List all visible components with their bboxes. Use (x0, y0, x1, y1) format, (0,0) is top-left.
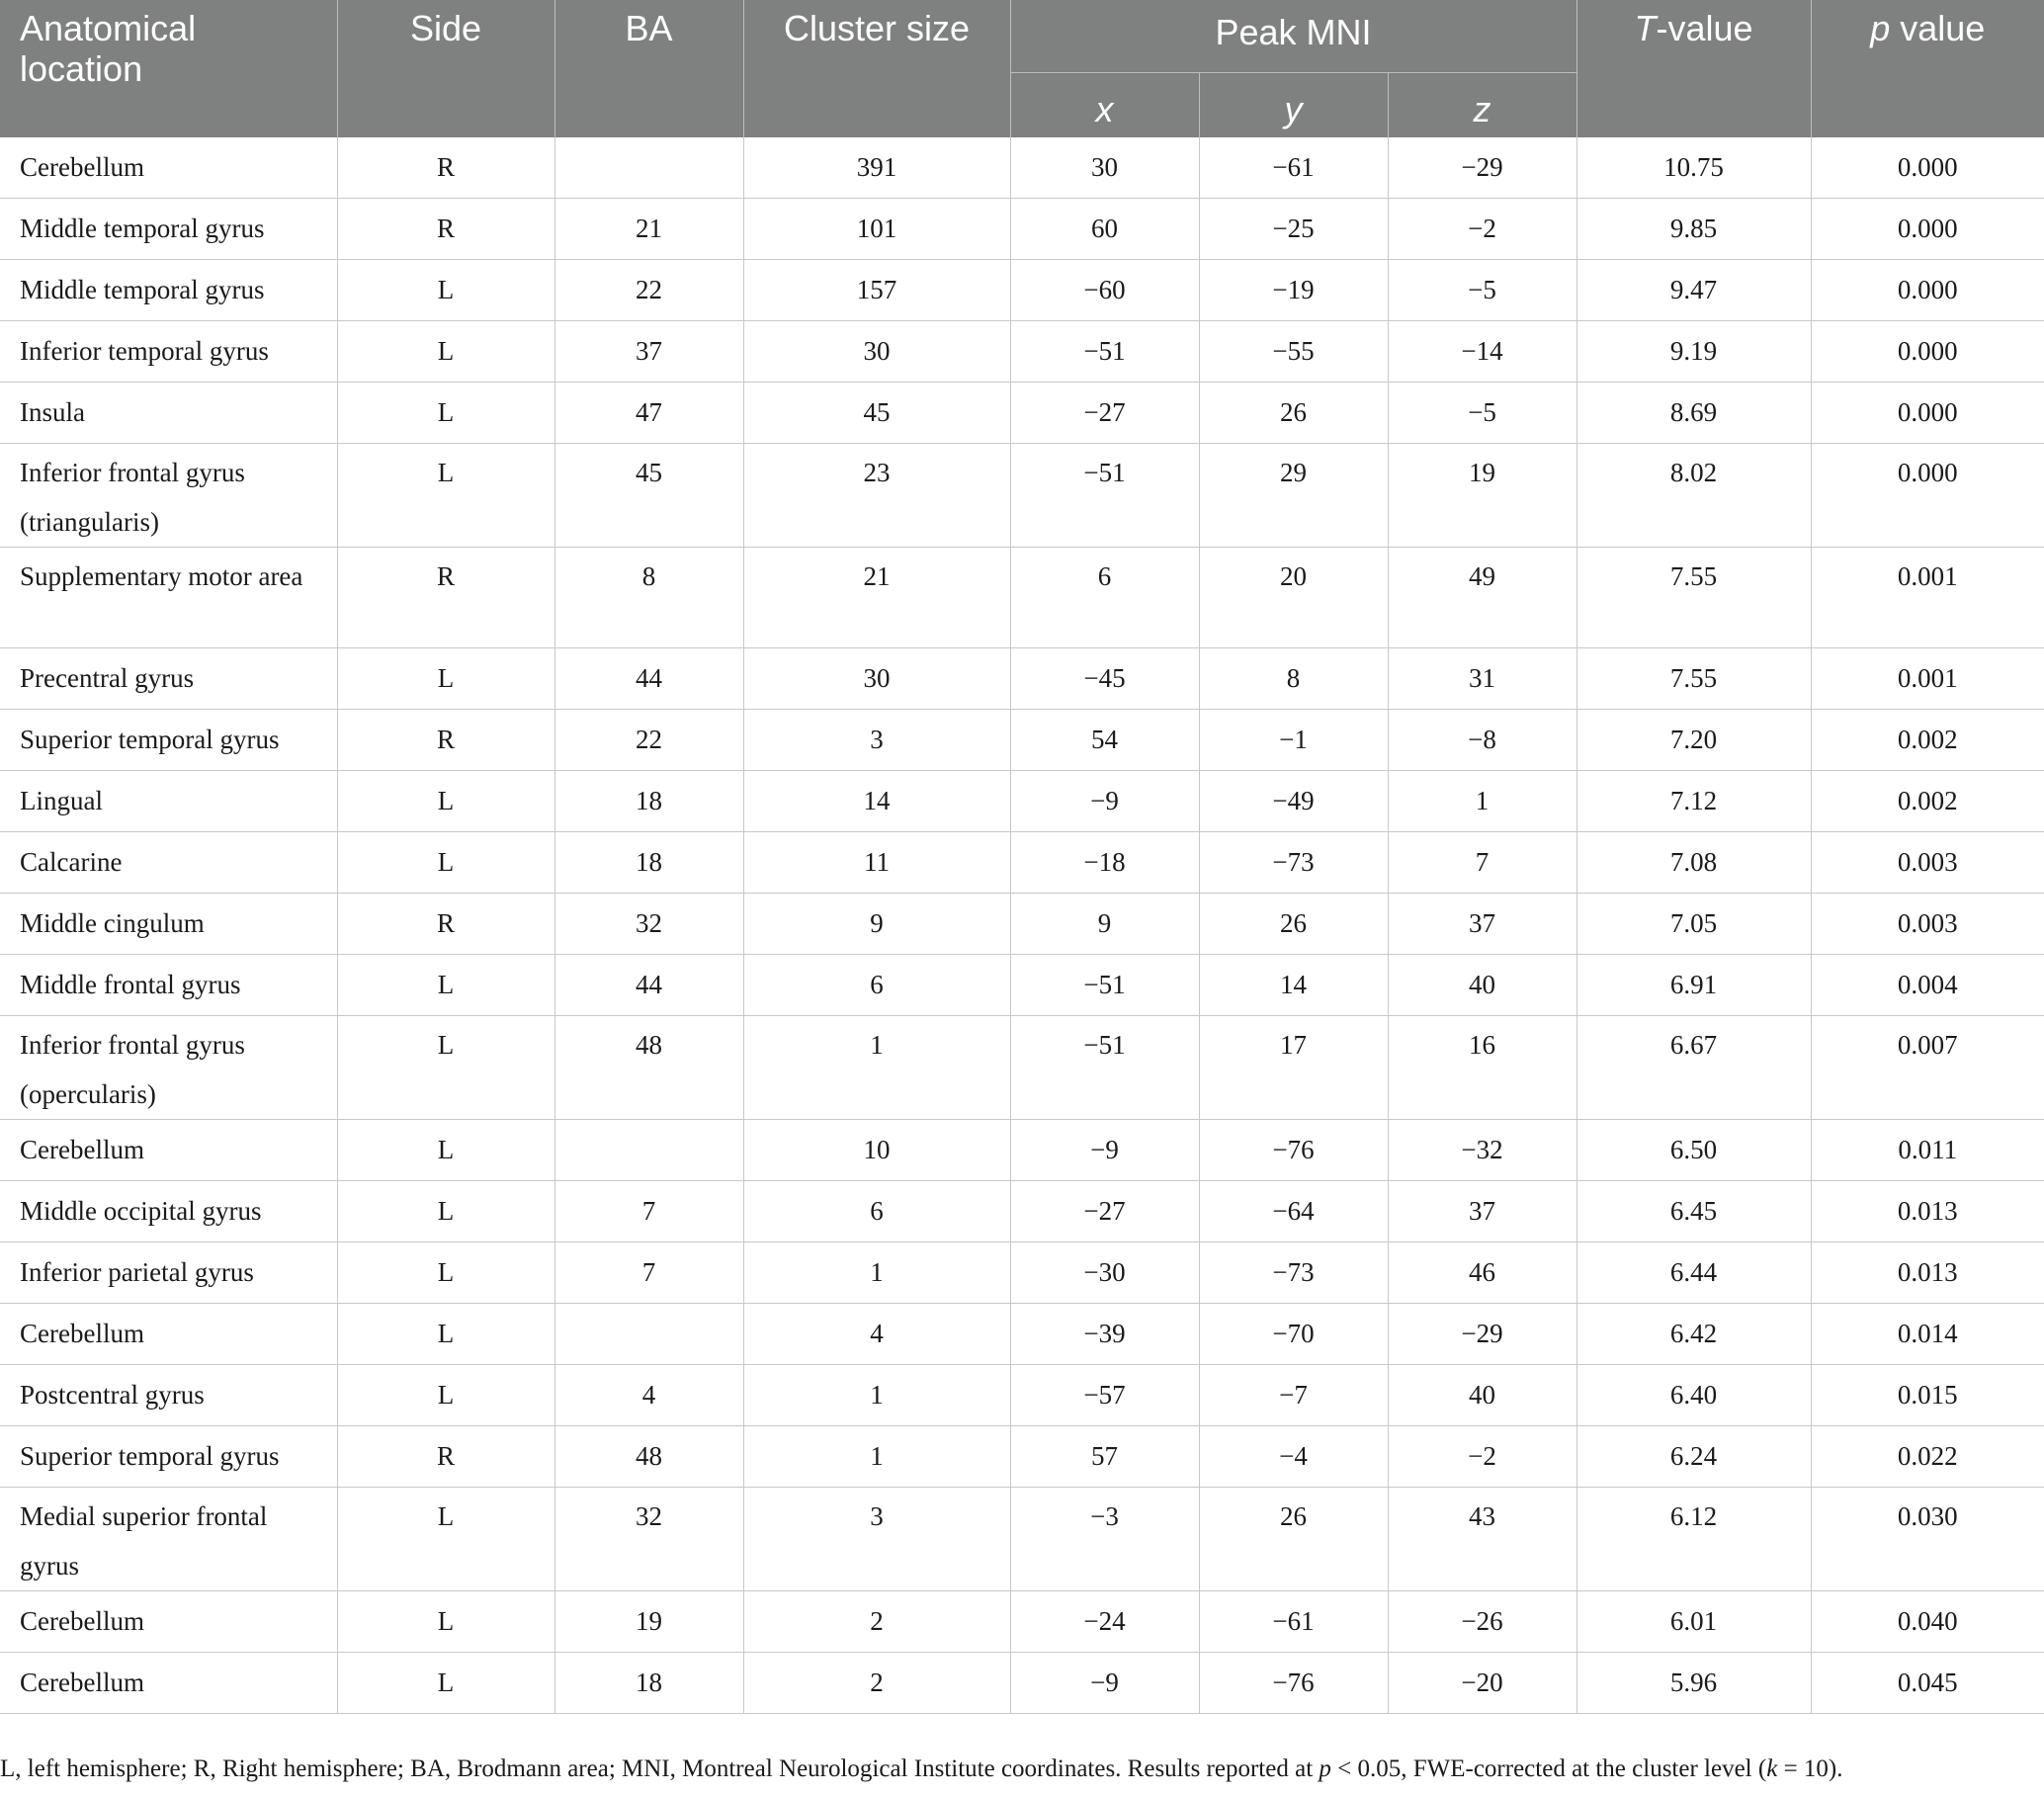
cell-location: Cerebellum (0, 137, 337, 199)
cell-t-value: 6.40 (1576, 1365, 1811, 1426)
cell-y: −49 (1199, 771, 1388, 832)
cell-side: L (337, 321, 554, 383)
cell-x: −24 (1010, 1591, 1199, 1653)
cell-location: Cerebellum (0, 1120, 337, 1181)
cell-ba: 32 (554, 1488, 743, 1591)
footnote-k-symbol: k (1766, 1755, 1778, 1782)
cell-y: −76 (1199, 1653, 1388, 1714)
cell-x: −60 (1010, 260, 1199, 321)
cell-x: 6 (1010, 548, 1199, 648)
cell-p-value: 0.040 (1811, 1591, 2044, 1653)
cell-y: −70 (1199, 1304, 1388, 1365)
cell-location: Medial superior frontal gyrus (0, 1488, 337, 1591)
cell-z: −32 (1388, 1120, 1576, 1181)
cell-z: −29 (1388, 137, 1576, 199)
cell-y: −19 (1199, 260, 1388, 321)
cell-z: −8 (1388, 710, 1576, 771)
cell-location: Inferior parietal gyrus (0, 1242, 337, 1304)
cell-ba: 22 (554, 260, 743, 321)
cell-ba (554, 137, 743, 199)
cell-y: −4 (1199, 1426, 1388, 1488)
cell-cluster-size: 30 (743, 648, 1010, 710)
cell-ba: 37 (554, 321, 743, 383)
cell-p-value: 0.002 (1811, 771, 2044, 832)
cell-x: −51 (1010, 321, 1199, 383)
cell-cluster-size: 6 (743, 955, 1010, 1016)
cell-t-value: 6.12 (1576, 1488, 1811, 1591)
cell-z: 7 (1388, 832, 1576, 894)
cell-side: L (337, 1016, 554, 1120)
cell-side: L (337, 444, 554, 548)
cell-x: −51 (1010, 1016, 1199, 1120)
cell-cluster-size: 30 (743, 321, 1010, 383)
cell-side: L (337, 1304, 554, 1365)
cell-cluster-size: 101 (743, 199, 1010, 260)
cell-y: −64 (1199, 1181, 1388, 1242)
table-row (0, 383, 2044, 444)
cell-location: Insula (0, 383, 337, 444)
cell-cluster-size: 1 (743, 1016, 1010, 1120)
cell-side: L (337, 260, 554, 321)
cell-t-value: 6.45 (1576, 1181, 1811, 1242)
table-row (0, 710, 2044, 771)
cell-cluster-size: 1 (743, 1365, 1010, 1426)
cell-ba (554, 1120, 743, 1181)
header-cluster-size: Cluster size (743, 0, 1010, 137)
cell-y: 26 (1199, 894, 1388, 955)
cell-side: R (337, 199, 554, 260)
cell-y: −73 (1199, 832, 1388, 894)
cell-location: Postcentral gyrus (0, 1365, 337, 1426)
table-row (0, 894, 2044, 955)
cell-location: Inferior frontal gyrus (triangularis) (0, 444, 337, 548)
cell-ba: 4 (554, 1365, 743, 1426)
cell-x: −51 (1010, 955, 1199, 1016)
table-body (0, 137, 2044, 1714)
cell-cluster-size: 9 (743, 894, 1010, 955)
table-row (0, 1488, 2044, 1591)
cell-y: 17 (1199, 1016, 1388, 1120)
table-row (0, 1120, 2044, 1181)
cell-cluster-size: 11 (743, 832, 1010, 894)
cell-p-value: 0.000 (1811, 444, 2044, 548)
cell-z: −20 (1388, 1653, 1576, 1714)
cell-t-value: 8.69 (1576, 383, 1811, 444)
cell-z: 37 (1388, 1181, 1576, 1242)
cell-t-value: 6.42 (1576, 1304, 1811, 1365)
cell-ba: 21 (554, 199, 743, 260)
cell-cluster-size: 3 (743, 710, 1010, 771)
cell-side: R (337, 548, 554, 648)
cell-y: −1 (1199, 710, 1388, 771)
cell-p-value: 0.014 (1811, 1304, 2044, 1365)
cell-location: Lingual (0, 771, 337, 832)
cell-z: −29 (1388, 1304, 1576, 1365)
table-row (0, 548, 2044, 648)
cell-t-value: 10.75 (1576, 137, 1811, 199)
header-t-suffix: -value (1656, 8, 1753, 48)
cell-x: −27 (1010, 383, 1199, 444)
cell-p-value: 0.022 (1811, 1426, 2044, 1488)
cell-p-value: 0.004 (1811, 955, 2044, 1016)
cell-t-value: 9.47 (1576, 260, 1811, 321)
cell-t-value: 6.91 (1576, 955, 1811, 1016)
cell-p-value: 0.011 (1811, 1120, 2044, 1181)
cell-z: 37 (1388, 894, 1576, 955)
cell-x: 54 (1010, 710, 1199, 771)
cell-side: L (337, 1242, 554, 1304)
cell-cluster-size: 6 (743, 1181, 1010, 1242)
cell-t-value: 6.24 (1576, 1426, 1811, 1488)
cell-z: 1 (1388, 771, 1576, 832)
table-header (0, 0, 2044, 137)
cell-x: −45 (1010, 648, 1199, 710)
cell-cluster-size: 1 (743, 1426, 1010, 1488)
cell-x: 57 (1010, 1426, 1199, 1488)
cell-ba: 18 (554, 1653, 743, 1714)
table-row (0, 1653, 2044, 1714)
cell-ba: 45 (554, 444, 743, 548)
table-row (0, 1016, 2044, 1120)
cell-location: Superior temporal gyrus (0, 710, 337, 771)
cell-side: R (337, 1426, 554, 1488)
cell-y: −7 (1199, 1365, 1388, 1426)
cell-p-value: 0.003 (1811, 894, 2044, 955)
cell-cluster-size: 14 (743, 771, 1010, 832)
cell-z: 40 (1388, 1365, 1576, 1426)
cell-t-value: 7.55 (1576, 548, 1811, 648)
cell-x: 60 (1010, 199, 1199, 260)
cell-location: Calcarine (0, 832, 337, 894)
cell-y: 8 (1199, 648, 1388, 710)
cell-x: −57 (1010, 1365, 1199, 1426)
cell-location: Middle frontal gyrus (0, 955, 337, 1016)
cell-p-value: 0.013 (1811, 1242, 2044, 1304)
cell-z: 19 (1388, 444, 1576, 548)
footnote-text-2: < 0.05, FWE-corrected at the cluster level ( (1330, 1755, 1767, 1782)
cell-ba: 44 (554, 955, 743, 1016)
table-row (0, 1242, 2044, 1304)
cell-side: R (337, 137, 554, 199)
cell-ba: 7 (554, 1181, 743, 1242)
cell-side: L (337, 832, 554, 894)
cell-location: Middle temporal gyrus (0, 260, 337, 321)
cell-p-value: 0.013 (1811, 1181, 2044, 1242)
cell-x: −39 (1010, 1304, 1199, 1365)
cell-z: 31 (1388, 648, 1576, 710)
cell-cluster-size: 2 (743, 1653, 1010, 1714)
cell-z: 16 (1388, 1016, 1576, 1120)
cell-location: Inferior temporal gyrus (0, 321, 337, 383)
cell-y: 26 (1199, 1488, 1388, 1591)
cell-y: −55 (1199, 321, 1388, 383)
cell-y: −73 (1199, 1242, 1388, 1304)
cell-cluster-size: 2 (743, 1591, 1010, 1653)
cell-z: −2 (1388, 199, 1576, 260)
cell-t-value: 6.44 (1576, 1242, 1811, 1304)
cell-x: −51 (1010, 444, 1199, 548)
cell-cluster-size: 21 (743, 548, 1010, 648)
cell-t-value: 9.85 (1576, 199, 1811, 260)
table-row (0, 444, 2044, 548)
cell-side: L (337, 1653, 554, 1714)
cell-side: L (337, 1488, 554, 1591)
table-row (0, 832, 2044, 894)
cell-p-value: 0.000 (1811, 199, 2044, 260)
cell-ba: 44 (554, 648, 743, 710)
cell-location: Middle occipital gyrus (0, 1181, 337, 1242)
cell-cluster-size: 4 (743, 1304, 1010, 1365)
table-row (0, 648, 2044, 710)
header-x: x (1010, 73, 1199, 137)
header-p-suffix: value (1890, 8, 1986, 48)
cell-p-value: 0.000 (1811, 260, 2044, 321)
table-row (0, 1365, 2044, 1426)
cell-cluster-size: 1 (743, 1242, 1010, 1304)
cell-y: −61 (1199, 1591, 1388, 1653)
cell-location: Middle cingulum (0, 894, 337, 955)
header-z: z (1388, 73, 1576, 137)
header-y: y (1199, 73, 1388, 137)
cell-ba: 32 (554, 894, 743, 955)
cell-ba: 48 (554, 1016, 743, 1120)
cell-p-value: 0.000 (1811, 383, 2044, 444)
header-p-value (1811, 0, 2044, 137)
cell-x: −27 (1010, 1181, 1199, 1242)
cell-x: 9 (1010, 894, 1199, 955)
cell-z: −5 (1388, 260, 1576, 321)
cell-z: 49 (1388, 548, 1576, 648)
cell-p-value: 0.002 (1811, 710, 2044, 771)
table-row (0, 1304, 2044, 1365)
cell-p-value: 0.045 (1811, 1653, 2044, 1714)
table-row (0, 1426, 2044, 1488)
cell-location: Cerebellum (0, 1304, 337, 1365)
cell-ba (554, 1304, 743, 1365)
table-row (0, 137, 2044, 199)
header-ba: BA (554, 0, 743, 137)
cell-t-value: 7.55 (1576, 648, 1811, 710)
cell-side: L (337, 1120, 554, 1181)
footnote-text-1: L, left hemisphere; R, Right hemisphere; BA, Brodmann area; MNI, Montreal Neurological Institute coordinates. Results reported at (0, 1755, 1320, 1782)
cell-t-value: 7.05 (1576, 894, 1811, 955)
cell-ba: 18 (554, 832, 743, 894)
cell-location: Precentral gyrus (0, 648, 337, 710)
cell-ba: 8 (554, 548, 743, 648)
cell-t-value: 5.96 (1576, 1653, 1811, 1714)
table-row (0, 260, 2044, 321)
cell-y: 26 (1199, 383, 1388, 444)
table-row (0, 771, 2044, 832)
cell-side: L (337, 955, 554, 1016)
cell-t-value: 6.01 (1576, 1591, 1811, 1653)
cell-p-value: 0.001 (1811, 648, 2044, 710)
cell-p-value: 0.003 (1811, 832, 2044, 894)
cell-ba: 47 (554, 383, 743, 444)
cell-z: 40 (1388, 955, 1576, 1016)
cell-cluster-size: 23 (743, 444, 1010, 548)
cell-x: −9 (1010, 771, 1199, 832)
cell-side: L (337, 1365, 554, 1426)
cell-t-value: 7.08 (1576, 832, 1811, 894)
cell-y: 20 (1199, 548, 1388, 648)
table-row (0, 1181, 2044, 1242)
cell-y: −61 (1199, 137, 1388, 199)
cell-location: Cerebellum (0, 1653, 337, 1714)
cell-x: −9 (1010, 1653, 1199, 1714)
cell-ba: 48 (554, 1426, 743, 1488)
cell-t-value: 7.20 (1576, 710, 1811, 771)
cell-x: −3 (1010, 1488, 1199, 1591)
header-anatomical-location: Anatomical location (0, 0, 337, 137)
cell-z: −14 (1388, 321, 1576, 383)
cell-cluster-size: 391 (743, 137, 1010, 199)
cell-z: −26 (1388, 1591, 1576, 1653)
cell-x: −30 (1010, 1242, 1199, 1304)
cell-z: 43 (1388, 1488, 1576, 1591)
cell-t-value: 6.50 (1576, 1120, 1811, 1181)
cell-location: Superior temporal gyrus (0, 1426, 337, 1488)
cell-x: −18 (1010, 832, 1199, 894)
cell-side: L (337, 383, 554, 444)
table-row (0, 321, 2044, 383)
cell-z: 46 (1388, 1242, 1576, 1304)
cell-side: R (337, 710, 554, 771)
cell-location: Middle temporal gyrus (0, 199, 337, 260)
header-t-value (1576, 0, 1811, 137)
cell-y: 29 (1199, 444, 1388, 548)
table-row (0, 199, 2044, 260)
cell-ba: 7 (554, 1242, 743, 1304)
cell-ba: 22 (554, 710, 743, 771)
cell-p-value: 0.000 (1811, 321, 2044, 383)
cell-side: R (337, 894, 554, 955)
header-side: Side (337, 0, 554, 137)
header-t-symbol: T (1634, 8, 1657, 48)
table-footnote (0, 1755, 2044, 1783)
cell-location: Supplementary motor area (0, 548, 337, 648)
cell-p-value: 0.001 (1811, 548, 2044, 648)
cell-t-value: 7.12 (1576, 771, 1811, 832)
cell-z: −2 (1388, 1426, 1576, 1488)
cell-p-value: 0.000 (1811, 137, 2044, 199)
cell-x: −9 (1010, 1120, 1199, 1181)
cell-side: L (337, 771, 554, 832)
cell-location: Inferior frontal gyrus (opercularis) (0, 1016, 337, 1120)
cell-y: 14 (1199, 955, 1388, 1016)
cell-ba: 18 (554, 771, 743, 832)
cell-p-value: 0.015 (1811, 1365, 2044, 1426)
footnote-text-3: = 10). (1777, 1755, 1843, 1782)
header-p-symbol: p (1870, 8, 1891, 48)
cell-ba: 19 (554, 1591, 743, 1653)
cell-t-value: 6.67 (1576, 1016, 1811, 1120)
cell-cluster-size: 3 (743, 1488, 1010, 1591)
cell-cluster-size: 157 (743, 260, 1010, 321)
cell-location: Cerebellum (0, 1591, 337, 1653)
cell-x: 30 (1010, 137, 1199, 199)
header-peak-mni: Peak MNI (1010, 0, 1576, 73)
cell-y: −76 (1199, 1120, 1388, 1181)
footnote-p-symbol: p (1319, 1755, 1331, 1782)
cell-y: −25 (1199, 199, 1388, 260)
cell-t-value: 9.19 (1576, 321, 1811, 383)
cell-p-value: 0.030 (1811, 1488, 2044, 1591)
cell-side: L (337, 1181, 554, 1242)
cell-t-value: 8.02 (1576, 444, 1811, 548)
cell-cluster-size: 10 (743, 1120, 1010, 1181)
cell-side: L (337, 648, 554, 710)
table-row (0, 955, 2044, 1016)
cell-z: −5 (1388, 383, 1576, 444)
table-row (0, 1591, 2044, 1653)
cell-p-value: 0.007 (1811, 1016, 2044, 1120)
cell-side: L (337, 1591, 554, 1653)
cell-cluster-size: 45 (743, 383, 1010, 444)
